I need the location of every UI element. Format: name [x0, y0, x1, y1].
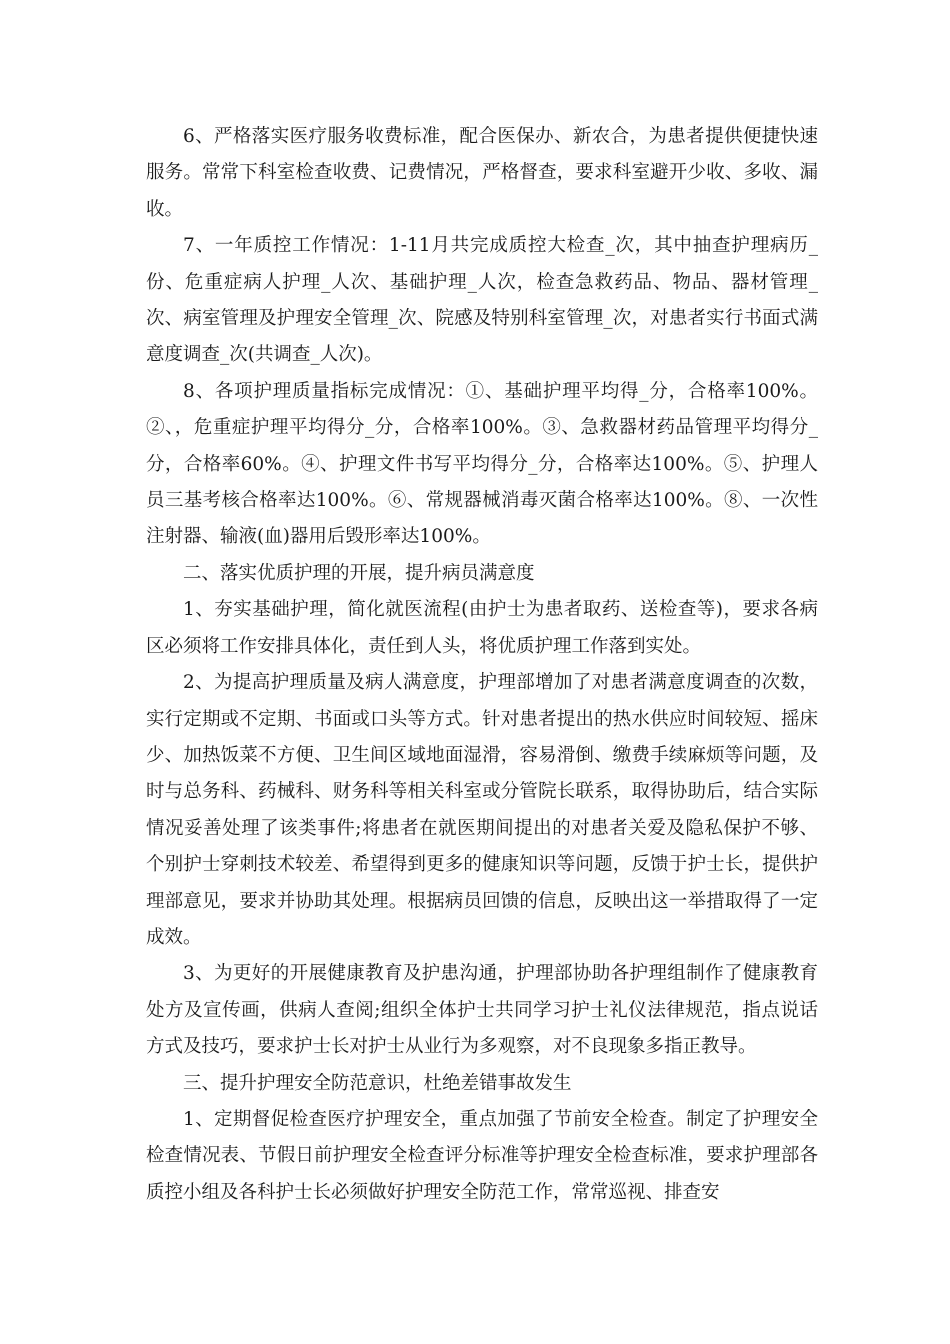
paragraph-quality-indicators: 8、各项护理质量指标完成情况：①、基础护理平均得_分，合格率100%。②、，危重症护理平均得分_分，合格率100%。③、急救器材药品管理平均得分_分，合格率60%。④、护理文件书写平均得分_分，合格率达100%。⑤、护理人员三基考核合格率达100%。⑥、常规器械消毒灭菌合格率达100%。⑧、一次性注射器、输液(血)器用后毁形率达100%。: [146, 380, 818, 548]
section-heading-safety: 三、提升护理安全防范意识，杜绝差错事故发生: [183, 1072, 572, 1094]
paragraph-basic-care: 1、夯实基础护理，简化就医流程(由护士为患者取药、送检查等)，要求各病区必须将工作安排具体化，责任到人头，将优质护理工作落到实处。: [146, 599, 818, 657]
paragraph-health-education: 3、为更好的开展健康教育及护患沟通，护理部协助各护理组制作了健康教育处方及宣传画，供病人查阅;组织全体护士共同学习护士礼仪法律规范，指点说话方式及技巧，要求护士长对护士从业行为多观察，对不良现象多指正教导。: [146, 963, 818, 1058]
paragraph-safety-inspection: 1、定期督促检查医疗护理安全，重点加强了节前安全检查。制定了护理安全检查情况表、节假日前护理安全检查评分标准等护理安全检查标准，要求护理部各质控小组及各科护士长必须做好护理安全防范工作，常常巡视、排查安: [146, 1108, 818, 1203]
paragraph-satisfaction-survey: 2、为提高护理质量及病人满意度，护理部增加了对患者满意度调查的次数，实行定期或不定期、书面或口头等方式。针对患者提出的热水供应时间较短、摇床少、加热饭菜不方便、卫生间区域地面湿滑，容易滑倒、缴费手续麻烦等问题，及时与总务科、药械科、财务科等相关科室或分管院长联系，取得协助后，结合实际情况妥善处理了该类事件;将患者在就医期间提出的对患者关爱及隐私保护不够、个别护士穿刺技术较差、希望得到更多的健康知识等问题，反馈于护士长，提供护理部意见，要求并协助其处理。根据病员回馈的信息，反映出这一举措取得了一定成效。: [146, 672, 818, 948]
document-body: [146, 119, 818, 1211]
paragraph-quality-control: 7、一年质控工作情况：1-11月共完成质控大检查_次，其中抽查护理病历_份、危重症病人护理_人次、基础护理_人次，检查急救药品、物品、器材管理_次、病室管理及护理安全管理_次、院感及特别科室管理_次，对患者实行书面式满意度调查_次(共调查_人次)。: [146, 235, 818, 366]
paragraph-fee-standard: 6、严格落实医疗服务收费标准，配合医保办、新农合，为患者提供便捷快速服务。常常下科室检查收费、记费情况，严格督查，要求科室避开少收、多收、漏收。: [146, 126, 818, 220]
section-heading-quality-care: 二、落实优质护理的开展，提升病员满意度: [183, 562, 535, 584]
